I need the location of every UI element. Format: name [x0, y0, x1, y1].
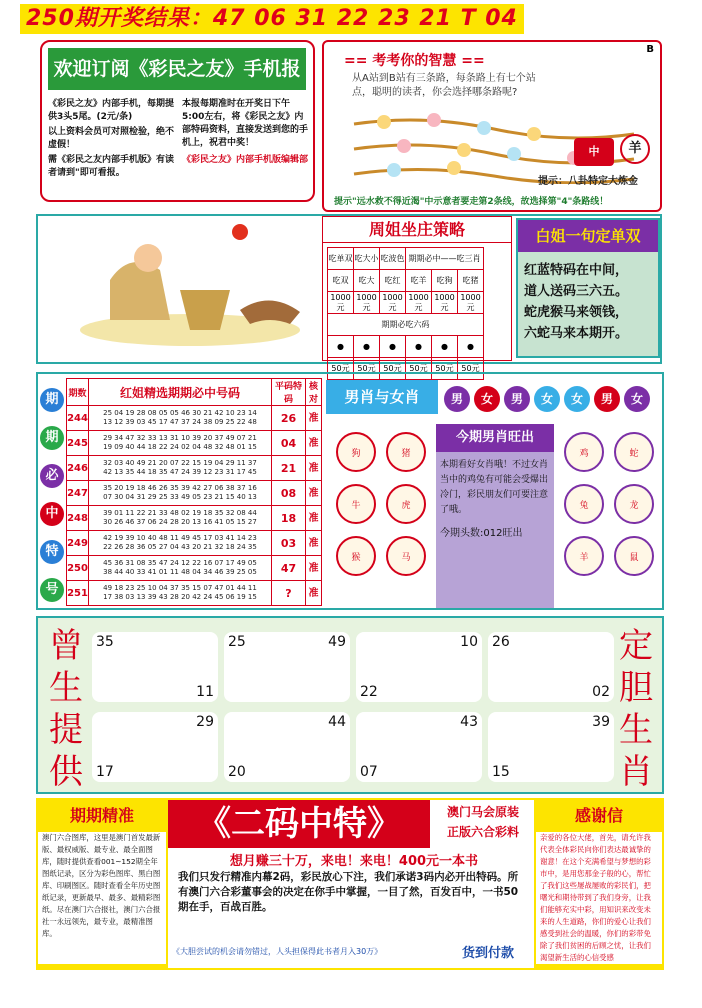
pick-header-title: 红姐精选期期必中号码	[89, 379, 272, 406]
pick-numbers	[89, 531, 272, 556]
black-dot: ●	[458, 336, 484, 358]
pick-issue: 248	[67, 506, 89, 531]
baijie-line: 蛇虎猴马来领钱，	[524, 305, 629, 320]
quiz-footer: 提示"远水救不得近渴"中示意者要走第2条线，故选择第"4"条路线！	[334, 197, 609, 207]
card-number-bottom: 07	[360, 764, 378, 780]
pick-check: 准	[306, 531, 322, 556]
card-number-bottom: 17	[96, 764, 114, 780]
right-vertical-char: 定	[619, 626, 653, 666]
quiz-title: == 考考你的智慧 ==	[344, 53, 485, 69]
pick-issue: 245	[67, 431, 89, 456]
center-ad-column	[168, 800, 534, 968]
black-dot: ●	[406, 336, 432, 358]
quiz-panel	[322, 40, 662, 212]
pick-row	[67, 406, 322, 431]
female-animal: 蛇	[614, 432, 654, 472]
pick-header-qi: 期数	[67, 379, 89, 406]
female-animal: 鼠	[614, 536, 654, 576]
female-animal: 兔	[564, 484, 604, 524]
vertical-title-column	[38, 378, 66, 606]
card-number-top: 26	[492, 634, 510, 650]
pick-row	[67, 531, 322, 556]
zhouji-amount: 50元	[406, 358, 432, 380]
red-sister-pick-table	[66, 378, 322, 608]
zodiac-card	[356, 632, 482, 702]
left-vertical-char: 提	[49, 710, 83, 750]
card-number-right: 49	[328, 634, 346, 650]
subscribe-panel	[40, 40, 315, 202]
bottom-ad-panel	[36, 798, 664, 970]
quiz-zhong-badge: 中	[574, 138, 614, 166]
black-dot: ●	[432, 336, 458, 358]
quiz-corner-label: B	[646, 44, 654, 55]
pick-numbers-line-2: 42 13 35 44 18 35 47 24 39 12 23 31 17 45	[103, 468, 257, 476]
pick-numbers-line-1: 32 03 40 49 21 20 07 22 15 19 04 29 11 37	[103, 459, 257, 467]
pick-special: 08	[272, 481, 306, 506]
zhouji-pick: 吃双	[328, 270, 354, 292]
vertical-char: 必	[40, 464, 64, 488]
pick-row	[67, 581, 322, 606]
vertical-char: 期	[40, 388, 64, 412]
zhouji-pick: 吃狗	[432, 270, 458, 292]
pick-numbers-line-2: 13 12 39 03 45 17 47 37 24 38 09 25 22 48	[103, 418, 257, 426]
pick-numbers-line-2: 19 09 40 44 18 22 24 02 04 48 32 48 01 15	[103, 443, 257, 451]
pick-special: 18	[272, 506, 306, 531]
card-number-bottom: 11	[196, 684, 214, 700]
pick-numbers-line-1: 49 18 23 25 10 04 37 35 15 07 47 01 44 11	[103, 584, 257, 592]
zhouji-head-2: 吃大小	[354, 248, 380, 270]
quiz-question: 从A站到B站有三条路，每条路上有七个站点，聪明的读者，你会选择哪条路呢?	[352, 73, 536, 98]
ermo-title: 《二码中特》	[168, 800, 430, 848]
male-animal: 猴	[336, 536, 376, 576]
zhouji-bet: 1000元	[328, 292, 354, 314]
zhouji-amount: 50元	[432, 358, 458, 380]
zhouji-strategy-panel	[322, 216, 512, 373]
pick-numbers-line-2: 17 38 03 13 39 43 28 20 42 24 45 06 19 15	[103, 593, 257, 601]
pick-row	[67, 456, 322, 481]
zhouji-bet: 1000元	[458, 292, 484, 314]
left-vertical-char: 生	[49, 668, 83, 708]
zodiac-title: 男肖与女肖	[326, 380, 438, 414]
pick-check: 准	[306, 581, 322, 606]
zodiac-card	[92, 632, 218, 702]
black-dot: ●	[328, 336, 354, 358]
pick-special: 04	[272, 431, 306, 456]
zhouji-bet: 1000元	[406, 292, 432, 314]
pick-header-he: 核对	[306, 379, 322, 406]
pick-numbers-line-2: 22 26 28 36 05 27 04 43 20 21 32 18 24 35	[103, 543, 257, 551]
left-ad-column	[38, 800, 166, 968]
male-animal: 狗	[336, 432, 376, 472]
pick-numbers-line-1: 39 01 11 22 21 33 48 02 19 18 35 32 08 44	[103, 509, 257, 517]
pick-check: 准	[306, 556, 322, 581]
left-ad-title: 期期精准	[69, 806, 134, 825]
pick-numbers	[89, 581, 272, 606]
farmer-illustration	[70, 220, 316, 360]
pick-check: 准	[306, 506, 322, 531]
quiz-yang-badge: 羊	[620, 134, 650, 164]
pick-numbers-line-1: 29 34 47 32 33 13 31 10 39 20 37 49 07 21	[103, 434, 257, 442]
ad-promise: 我们只发行精准内幕2码，彩民放心下注，我们承诺3码内必开出特码。所有澳门六合彩董事会的决定在你手中掌握，一目了然，百发百中，一书50期在手，百战百胜。	[178, 871, 519, 913]
subscribe-text-4: 本报每期准时在开奖日下午5:00左右，将《彩民之友》内部特码资料，直接发送到您的手机上，祝君中奖！	[182, 99, 309, 148]
pick-issue: 244	[67, 406, 89, 431]
today-head-count: 今期头数:012旺出	[440, 528, 523, 539]
zhouji-title: 周姐坐庄策略	[323, 217, 511, 243]
baijie-line: 红蓝特码在中间，	[524, 263, 629, 278]
today-male-panel	[436, 424, 554, 608]
subscribe-text-3: 需《彩民之友内部手机版》有读者请到"即可看报。	[48, 155, 175, 178]
zhouji-bet: 1000元	[380, 292, 406, 314]
today-body: 本期看好女肖哦！不过女肖当中的鸡兔有可能会受爆出冷门，彩民朋友们可要注意了哦。	[440, 460, 549, 515]
zhouji-amount: 50元	[354, 358, 380, 380]
zhouji-pick: 吃红	[380, 270, 406, 292]
card-number-top: 43	[460, 714, 478, 730]
card-number-top: 25	[228, 634, 246, 650]
ad-slogan: 想月赚三十万，来电！来电！400元一本书	[229, 854, 479, 869]
pick-numbers	[89, 481, 272, 506]
gender-ball: 女	[564, 386, 590, 412]
card-number-bottom: 22	[360, 684, 378, 700]
pick-row	[67, 556, 322, 581]
card-number-top: 35	[96, 634, 114, 650]
black-dot: ●	[354, 336, 380, 358]
baijie-line: 六蛇马来本期开。	[524, 326, 629, 341]
vertical-char: 中	[40, 502, 64, 526]
zhouji-head-4: 期期必中——吃三肖	[406, 248, 484, 270]
pick-issue: 249	[67, 531, 89, 556]
pick-issue: 251	[67, 581, 89, 606]
cod-label: 货到付款	[462, 946, 515, 961]
card-number-top: 44	[328, 714, 346, 730]
zhouji-head-1: 吃单双	[328, 248, 354, 270]
card-number-top: 39	[592, 714, 610, 730]
zhouji-amount: 50元	[458, 358, 484, 380]
gender-ball: 女	[534, 386, 560, 412]
pick-numbers-line-1: 35 20 19 18 46 26 35 39 42 27 06 38 37 16	[103, 484, 257, 492]
female-animal: 龙	[614, 484, 654, 524]
subscribe-editor: 《彩民之友》内部手机版编辑部	[182, 155, 309, 165]
zhouji-pick: 吃大	[354, 270, 380, 292]
pick-check: 准	[306, 481, 322, 506]
pick-numbers	[89, 431, 272, 456]
baijie-title: 白姐一句定单双	[518, 220, 658, 252]
card-number-bottom: 15	[492, 764, 510, 780]
thanks-letter-title: 感谢信	[574, 806, 623, 825]
card-number-bottom: 20	[228, 764, 246, 780]
pick-numbers-line-1: 45 36 31 08 35 47 24 12 22 16 07 17 49 05	[103, 559, 257, 567]
left-vertical-char: 曾	[49, 626, 83, 666]
pick-numbers-line-1: 42 19 39 10 40 48 11 49 45 17 03 41 14 23	[103, 534, 257, 542]
zhouji-pick: 吃羊	[406, 270, 432, 292]
pick-issue: 250	[67, 556, 89, 581]
vertical-char: 期	[40, 426, 64, 450]
pick-numbers-line-2: 30 26 46 37 06 24 28 20 13 16 41 05 15 27	[103, 518, 257, 526]
pick-numbers-line-2: 07 30 04 31 29 25 33 49 05 23 21 15 40 13	[103, 493, 257, 501]
pick-row	[67, 481, 322, 506]
zodiac-card	[224, 632, 350, 702]
pick-issue: 247	[67, 481, 89, 506]
zhouji-pick: 吃猪	[458, 270, 484, 292]
zodiac-card	[92, 712, 218, 782]
zodiac-number-grid	[36, 616, 664, 794]
vertical-char: 特	[40, 540, 64, 564]
pick-numbers	[89, 506, 272, 531]
female-animal: 鸡	[564, 432, 604, 472]
black-dot: ●	[380, 336, 406, 358]
female-animal: 羊	[564, 536, 604, 576]
pick-row	[67, 506, 322, 531]
today-title: 今期男肖旺出	[436, 424, 554, 452]
aomen-line-1: 澳门马会原装	[446, 805, 519, 819]
zodiac-card	[356, 712, 482, 782]
left-ad-body: 澳门六合图库，这里是澳门首发最新版、最权威版、最专业、最全面图库，随时提供查看001~152期全年图纸记录，区分为彩色图库、黑白图库、印刷图区。随时查看全年历史图纸记录，更新最早、最多、最精彩图纸。尽在澳门六合报社，澳门六合报社一永远领先，最专业，最精准图库。	[38, 832, 166, 964]
pick-special: ?	[272, 581, 306, 606]
gender-ball: 女	[474, 386, 500, 412]
card-number-top: 29	[196, 714, 214, 730]
pick-numbers	[89, 406, 272, 431]
right-vertical-char: 生	[619, 710, 653, 750]
pick-numbers-line-2: 38 44 40 33 41 01 11 48 04 34 46 39 25 05	[103, 568, 257, 576]
zhouji-amount: 50元	[328, 358, 354, 380]
subscribe-text-1: 《彩民之友》内部手机，每期提供3头5尾。(2元/条)	[48, 99, 175, 122]
right-ad-column	[536, 800, 662, 968]
result-title: 250期开奖结果：47 06 31 22 23 21 T 04	[20, 4, 524, 34]
vertical-char: 号	[40, 578, 64, 602]
gender-ball: 男	[444, 386, 470, 412]
zodiac-card	[488, 712, 614, 782]
gender-ball: 男	[504, 386, 530, 412]
pick-check: 准	[306, 406, 322, 431]
baijie-panel	[516, 218, 660, 358]
zhouji-head-3: 吃波色	[380, 248, 406, 270]
aomen-line-2: 正版六合彩料	[446, 825, 519, 839]
zhouji-amount: 50元	[380, 358, 406, 380]
male-animal: 牛	[336, 484, 376, 524]
quiz-hint: 提示：八卦特定大炼金	[538, 176, 638, 187]
pick-check: 准	[306, 431, 322, 456]
male-animal: 虎	[386, 484, 426, 524]
baijie-line: 道人送码三六五。	[524, 284, 629, 299]
pick-special: 21	[272, 456, 306, 481]
pick-numbers	[89, 456, 272, 481]
card-number-top: 10	[460, 634, 478, 650]
subscribe-text-2: 以上资料会员可对照检验，绝不虚假！	[48, 127, 175, 150]
gender-ball: 男	[594, 386, 620, 412]
zodiac-card	[224, 712, 350, 782]
pick-issue: 246	[67, 456, 89, 481]
pick-special: 03	[272, 531, 306, 556]
thanks-letter-body: 亲爱的各位大佬，首先，请允许我代表全体彩民向你们表达最诚挚的谢意！在这个充满希望与梦想的彩市中，是用您那金子般的心，帮忙了我们这些屡战屡败的彩民们，把曙光和期待带到了我们身旁，让我们能够充实中彩，用知识来改变未来的人生道路，你们的爱心让我们感受到社会的温暖，你们的彩带免除了我们贫困的后顾之忧，让我们渴望新生活的心信受感	[536, 832, 662, 964]
ad-footnote: 《大胆尝试的机会请勿错过，人头担保得此书者月入30万》	[172, 947, 383, 956]
zodiac-panel	[326, 380, 662, 606]
zodiac-card	[488, 632, 614, 702]
pick-special: 47	[272, 556, 306, 581]
pick-check: 准	[306, 456, 322, 481]
male-animal: 猪	[386, 432, 426, 472]
pick-special: 26	[272, 406, 306, 431]
male-animal: 马	[386, 536, 426, 576]
pick-numbers	[89, 556, 272, 581]
zhouji-bet: 1000元	[354, 292, 380, 314]
right-vertical-char: 肖	[619, 752, 653, 792]
right-vertical-char: 胆	[619, 668, 653, 708]
card-number-bottom: 02	[592, 684, 610, 700]
left-vertical-char: 供	[49, 752, 83, 792]
zhouji-bet: 1000元	[432, 292, 458, 314]
gender-ball: 女	[624, 386, 650, 412]
pick-numbers-line-1: 25 04 19 28 08 05 05 46 30 21 42 10 23 14	[103, 409, 257, 417]
pick-row	[67, 431, 322, 456]
subscribe-banner: 欢迎订阅《彩民之友》手机报	[48, 48, 306, 90]
zhouji-six-code: 期期必吃六码	[328, 314, 484, 336]
aomen-label	[432, 802, 534, 842]
pick-header-te: 平码特码	[272, 379, 306, 406]
